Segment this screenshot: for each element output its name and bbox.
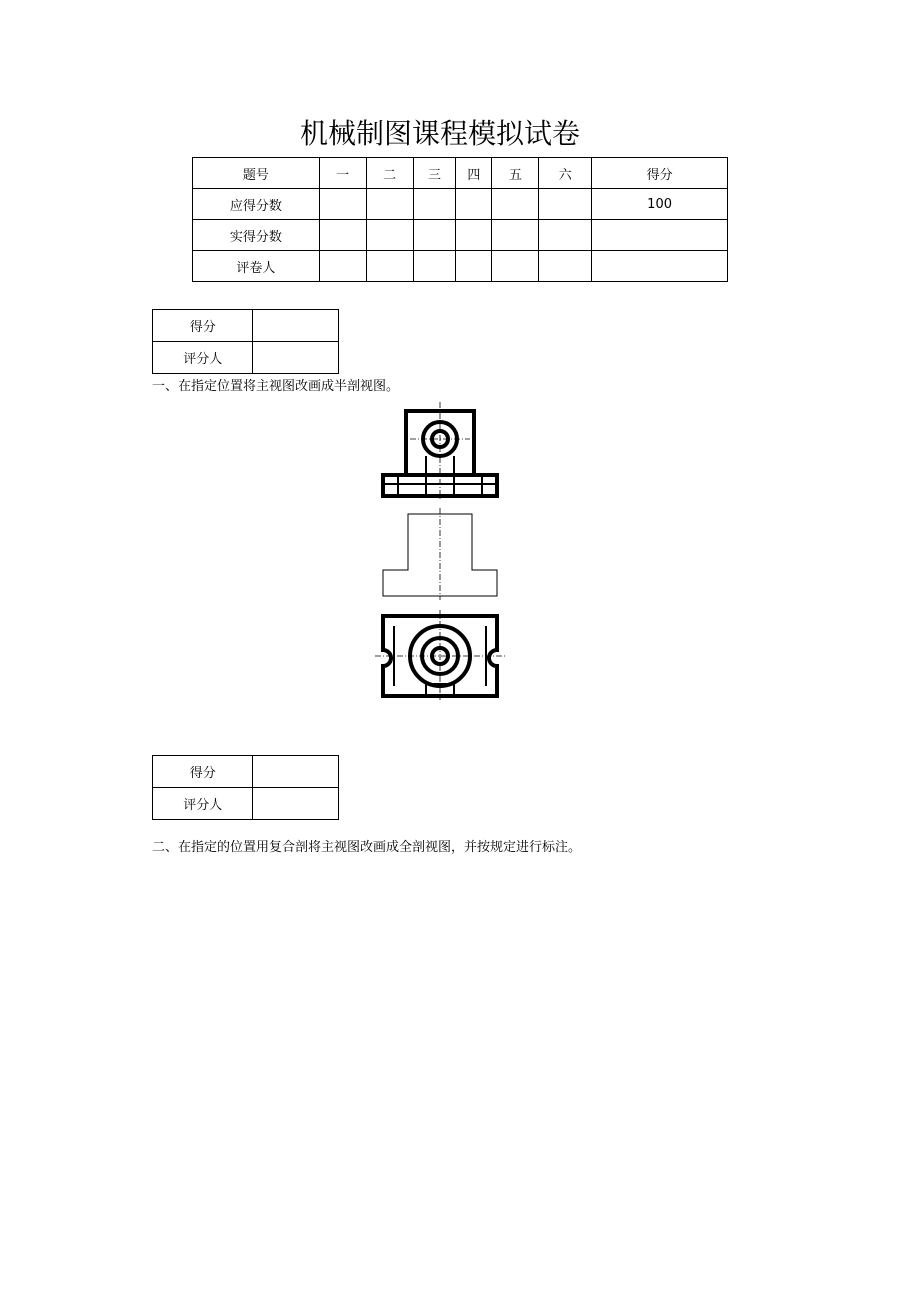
engineering-drawing (370, 400, 510, 710)
score-cell[interactable] (492, 220, 539, 251)
score-input[interactable] (253, 756, 339, 788)
page-title: 机械制图课程模拟试卷 (299, 117, 580, 150)
score-cell[interactable] (492, 251, 539, 282)
row-label: 应得分数 (193, 189, 320, 220)
header-cell: 五 (492, 158, 539, 189)
score-cell[interactable] (492, 189, 539, 220)
header-cell: 四 (456, 158, 492, 189)
score-label: 得分 (153, 756, 253, 788)
score-cell[interactable] (413, 251, 456, 282)
score-cell[interactable] (539, 251, 592, 282)
score-cell[interactable] (456, 251, 492, 282)
score-label: 得分 (153, 310, 253, 342)
header-cell: 一 (319, 158, 366, 189)
table-row (193, 220, 728, 251)
total-cell[interactable] (592, 251, 728, 282)
score-cell[interactable] (413, 189, 456, 220)
header-cell: 题号 (193, 158, 320, 189)
header-cell: 二 (366, 158, 413, 189)
score-cell[interactable] (539, 189, 592, 220)
row-label: 评卷人 (193, 251, 320, 282)
score-cell[interactable] (456, 220, 492, 251)
score-cell[interactable] (366, 251, 413, 282)
header-cell: 得分 (592, 158, 728, 189)
table-row (193, 189, 728, 220)
score-cell[interactable] (319, 189, 366, 220)
table-row (193, 251, 728, 282)
score-cell[interactable] (539, 220, 592, 251)
side-view (383, 508, 497, 600)
grader-label: 评分人 (153, 788, 253, 820)
question-1-text: 一、在指定位置将主视图改画成半剖视图。 (152, 379, 400, 394)
total-cell[interactable] (592, 220, 728, 251)
score-cell[interactable] (413, 220, 456, 251)
table-header-row (193, 158, 728, 189)
question-2-text: 二、在指定的位置用复合剖将主视图改画成全剖视图，并按规定进行标注。 (152, 840, 582, 855)
grader-box-2 (152, 755, 339, 820)
score-cell[interactable] (319, 251, 366, 282)
row-label: 实得分数 (193, 220, 320, 251)
score-input[interactable] (253, 310, 339, 342)
header-cell: 六 (539, 158, 592, 189)
grader-label: 评分人 (153, 342, 253, 374)
grader-input[interactable] (253, 342, 339, 374)
header-cell: 三 (413, 158, 456, 189)
grader-box-1 (152, 309, 339, 374)
score-cell[interactable] (456, 189, 492, 220)
score-cell[interactable] (366, 189, 413, 220)
total-cell: 100 (592, 189, 728, 220)
grader-input[interactable] (253, 788, 339, 820)
score-summary-table (192, 157, 728, 282)
score-cell[interactable] (319, 220, 366, 251)
score-cell[interactable] (366, 220, 413, 251)
